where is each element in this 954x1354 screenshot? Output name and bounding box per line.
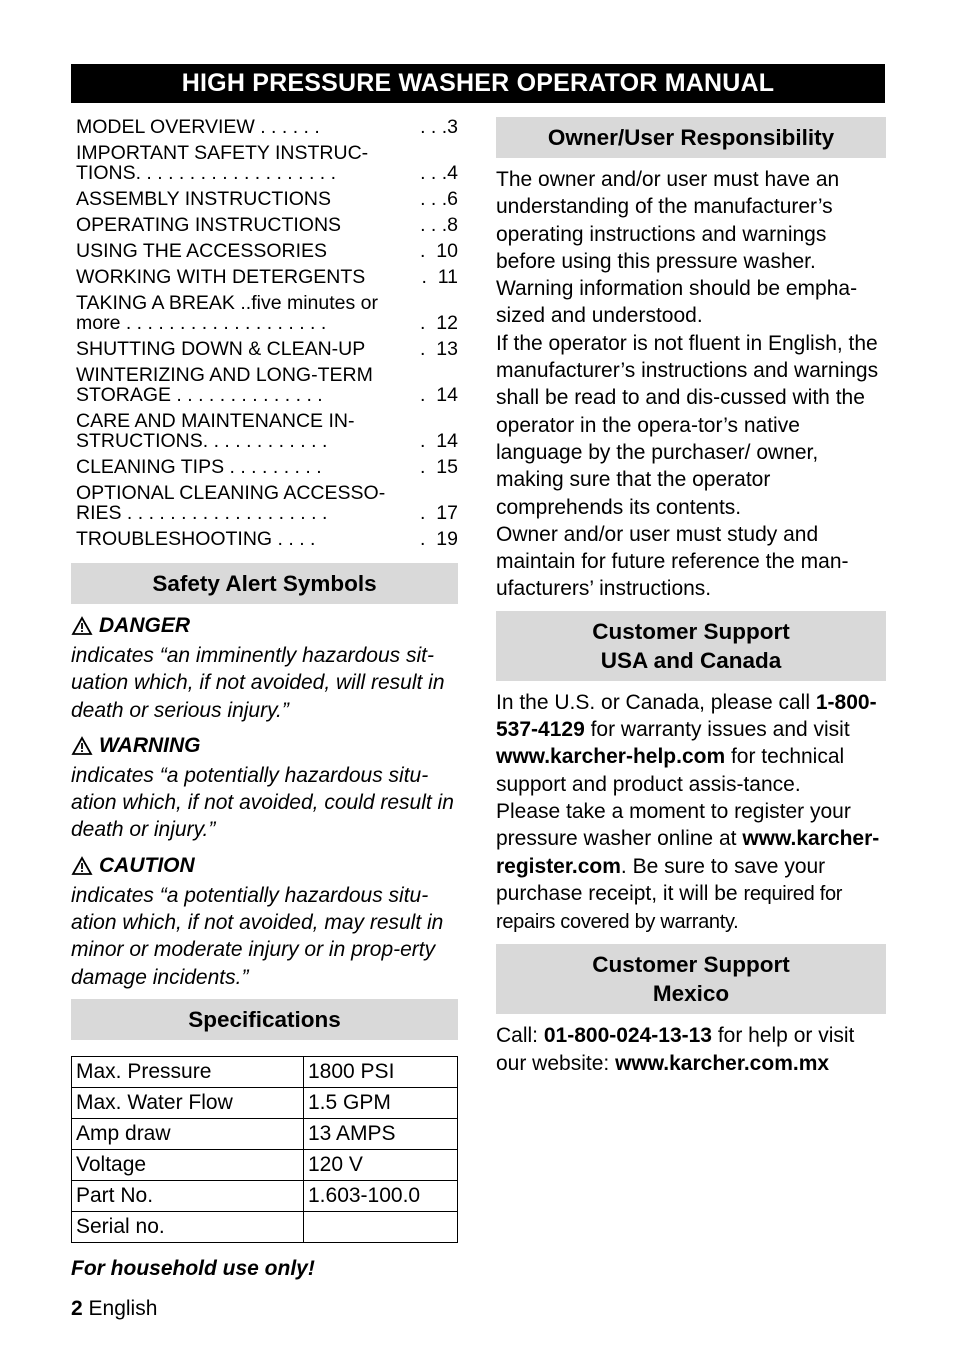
toc-item [71,267,458,287]
toc-title: CLEANING TIPS . . . . . . . . . [76,456,322,478]
text-span: In the U.S. or Canada, please call [496,690,816,714]
text-span: for warranty issues and visit [584,718,850,742]
caution-title [71,854,458,878]
text-span: required for repairs covered by warranty. [496,882,843,934]
toc-page: . . .4 [420,162,458,184]
toc-title: ASSEMBLY INSTRUCTIONS [76,188,331,210]
toc-item [71,293,458,333]
toc-page: . 11 [421,266,458,288]
spec-value [304,1211,458,1242]
danger-label: DANGER [99,614,191,637]
manual-title-banner [71,64,885,103]
table-row [72,1118,458,1149]
toc-page: . 14 [420,430,458,452]
mexico-website-link[interactable]: www.karcher.com.mx [615,1051,830,1075]
toc-title: USING THE ACCESSORIES [76,240,328,262]
toc-page: . 10 [420,240,458,262]
toc-page: . 17 [420,502,458,524]
mx-phone-number: 01-800-024-13-13 [543,1024,712,1048]
toc-title: OPERATING INSTRUCTIONS [76,214,342,236]
toc-page: . . .3 [420,116,458,138]
toc-title: WORKING WITH DETERGENTS [76,266,366,288]
spec-label: Max. Pressure [72,1056,304,1087]
toc-item [71,457,458,477]
owner-paragraph: The owner and/or user must have an understanding of the manufacturer’s operating instructions and warnings before using this pressure washer. Warning information should be empha-sized and understood. [496,168,858,328]
owner-paragraph: Owner and/or user must study and maintain for future reference the man-ufacturers’ instructions. [496,522,849,601]
register-text [496,798,886,936]
toc-page: . 15 [420,456,458,478]
warning-title [71,734,458,758]
text-span: for technical support and product assis-tance. [496,745,845,796]
support-mx-heading-line2: Mexico [652,981,730,1007]
register-website-link[interactable]: www.karcher-register.com [496,827,880,878]
toc-item [71,529,458,549]
spec-value: 120 V [304,1149,458,1180]
toc-item [71,117,458,137]
danger-title [71,614,458,638]
owner-heading: Owner/User Responsibility [496,117,886,158]
toc-title: CARE AND MAINTENANCE IN- STRUCTIONS. . . . . . . . . . . . [76,410,355,452]
table-row [72,1211,458,1242]
page-number: 2 [71,1297,83,1320]
support-us-text [496,689,886,798]
text-span: . Be sure to save your purchase receipt, it will be [496,854,826,905]
spec-label: Max. Water Flow [72,1087,304,1118]
manual-title: HIGH PRESSURE WASHER OPERATOR MANUAL [181,69,775,97]
toc-page: . 13 [420,338,458,360]
danger-text: indicates “an imminently hazardous sit-uation which, if not avoided, will result in death or serious injury.” [71,644,445,722]
warning-label: WARNING [99,733,201,757]
support-mx-heading [496,944,886,1014]
spec-value: 13 AMPS [304,1118,458,1149]
toc-item [71,339,458,359]
spec-label: Serial no. [72,1211,304,1242]
help-website-link[interactable]: www.karcher-help.com [496,745,726,769]
text-span: for help or visit our website: [496,1024,855,1075]
spec-label: Amp draw [72,1118,304,1149]
specifications-heading: Specifications [71,999,458,1040]
toc-item [71,215,458,235]
spec-value: 1.603-100.0 [304,1180,458,1211]
specifications-table [71,1056,458,1243]
left-column [71,117,458,1281]
table-of-contents [71,117,458,549]
table-row [72,1056,458,1087]
right-column [496,117,886,1077]
text-span: Please take a moment to register your pressure washer online at [496,799,851,851]
warning-triangle-icon [71,736,93,756]
caution-label: CAUTION [99,853,195,877]
caution-text: indicates “a potentially hazardous situ-ation which, if not avoided, may result in minor or moderate injury or in prop-erty damage incidents.” [71,883,444,989]
toc-title: MODEL OVERVIEW . . . . . . [76,116,320,138]
spec-value: 1.5 GPM [304,1087,458,1118]
toc-item [71,411,458,451]
spec-label: Voltage [72,1149,304,1180]
household-note: For household use only! [71,1256,315,1280]
toc-page: . 19 [420,528,458,550]
toc-title: IMPORTANT SAFETY INSTRUC- TIONS. . . . . . . . . . . . . . . . . . . [76,142,369,184]
toc-title: WINTERIZING AND LONG-TERM STORAGE . . . . . . . . . . . . . . [76,364,373,406]
toc-page: . 12 [420,312,458,334]
warning-text: indicates “a potentially hazardous situ-ation which, if not avoided, could result in death or injury.” [71,763,454,842]
support-us-heading [496,611,886,681]
support-mx-text [496,1022,886,1077]
page-language: English [88,1297,158,1320]
safety-heading: Safety Alert Symbols [71,563,458,604]
table-row [72,1180,458,1211]
toc-item [71,143,458,183]
toc-title: SHUTTING DOWN & CLEAN-UP [76,338,366,360]
toc-title: OPTIONAL CLEANING ACCESSO- RIES . . . . . . . . . . . . . . . . . . . [76,482,386,524]
table-row [72,1149,458,1180]
page-footer [71,1297,157,1321]
toc-page: . . .8 [420,214,458,236]
warning-triangle-icon [71,856,93,876]
text-span: Call: [496,1024,544,1048]
us-phone-number: 1-800-537-4129 [496,690,877,742]
toc-title: TAKING A BREAK ..five minutes or more . . . . . . . . . . . . . . . . . . . [76,292,378,334]
owner-paragraph: If the operator is not fluent in English, the manufacturer’s instructions and warnings shall be read to and dis-cussed with the operator in the opera-tor’s native language by the purchaser/ owner, making sure that the operator comprehends its contents. [496,331,879,519]
toc-item [71,483,458,523]
support-us-heading-line1: Customer Support [592,618,790,644]
toc-item [71,189,458,209]
spec-label: Part No. [72,1180,304,1211]
support-us-heading-line2: USA and Canada [600,647,782,673]
toc-page: . 14 [420,384,458,406]
support-mx-heading-line1: Customer Support [592,952,790,978]
table-row [72,1087,458,1118]
toc-item [71,241,458,261]
warning-triangle-icon [71,616,93,636]
toc-title: TROUBLESHOOTING . . . . [76,528,316,550]
toc-page: . . .6 [420,188,458,210]
spec-value: 1800 PSI [304,1056,458,1087]
toc-item [71,365,458,405]
